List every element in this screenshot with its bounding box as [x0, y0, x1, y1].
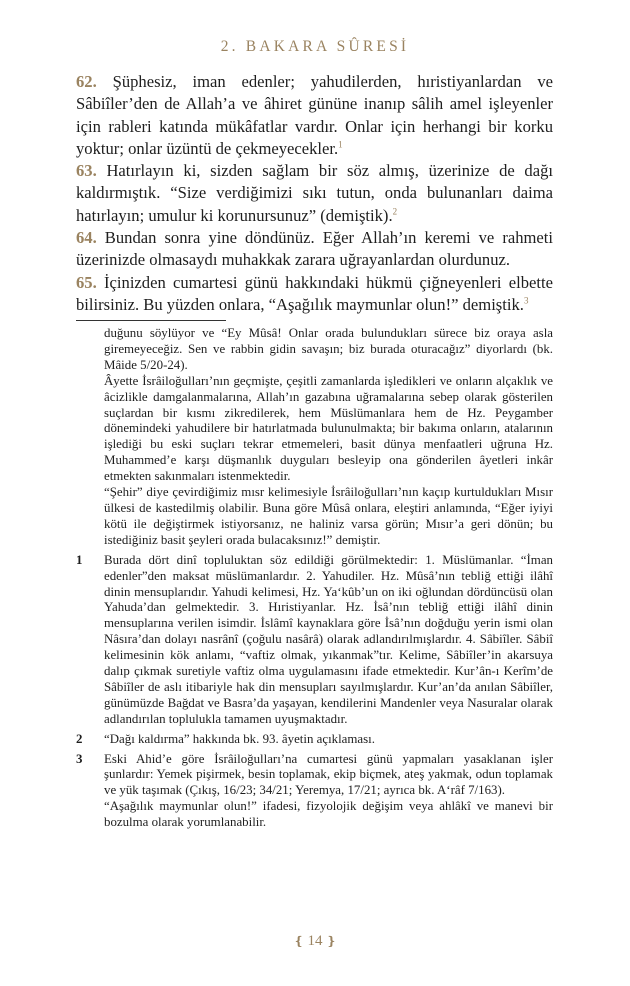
footnote-paragraph: duğunu söylüyor ve “Ey Mûsâ! Onlar orada bulundukları sürece biz oraya asla giremeyeceğiz. Sen ve rabbin gidin savaşın; biz burada oturacağız” diyorlardı (bk. Mâide 5/20-24). — [104, 326, 553, 372]
footnote-paragraph: “Dağı kaldırma” hakkında bk. 93. âyetin açıklaması. — [104, 731, 375, 746]
verse-63 — [76, 160, 553, 227]
footnote-continued — [76, 326, 553, 549]
verse-text: İçinizden cumartesi günü hakkındaki hükmü çiğneyenleri elbette bilirsiniz. Bu yüzden onlara, “Aşağılık maymunlar olun!” demiştik. — [76, 272, 553, 314]
page-number — [0, 933, 630, 950]
footnote-number: 1 — [76, 552, 83, 567]
verse-block — [76, 71, 553, 316]
verse-number: 65. — [76, 272, 97, 292]
footnote-number: 2 — [76, 731, 83, 746]
footnote-ref[interactable]: 3 — [523, 295, 529, 306]
footnote-3 — [76, 752, 553, 832]
ornament-left-icon: ❴ — [293, 934, 304, 948]
verse-text: Hatırlayın ki, sizden sağlam bir söz almış, üzerinize de dağı kaldırmıştık. “Size verdiğimizi sıkı tutun, onda bulunanları daima hatırlayın; umulur ki korunursunuz” (demiştik). — [76, 161, 553, 225]
verse-number: 64. — [76, 228, 97, 248]
verse-text: Bundan sonra yine döndünüz. Eğer Allah’ın keremi ve rahmeti üzerinizde olmasaydı muhakkak zarara uğrayanlardan olurdunuz. — [76, 228, 553, 270]
footnote-paragraph: Eski Ahid’e göre İsrâiloğulları’na cumartesi günü yapmaları yasaklanan işler şunlardır: Yemek pişirmek, besin toplamak, ekip biçmek, ateş yakmak, odun toplamak ve yük taşımak (Çıkış, 16/23; 34/21; Yeremya, 17/21; ayrıca bk. A‘râf 7/163). — [104, 751, 553, 798]
verse-text: Şüphesiz, iman edenler; yahudilerden, hıristiyanlardan ve Sâbiîler’den de Allah’a ve âhiret gününe inanıp sâlih amel işleyenler için rableri katında mükâfatlar vardır. Onlar için herhangi bir korku yoktur; onlar üzüntü de çekmeyecekler. — [76, 72, 554, 158]
verse-64 — [76, 227, 553, 272]
footnote-ref[interactable]: 1 — [338, 139, 343, 150]
footnote-paragraph: “Aşağılık maymunlar olun!” ifadesi, fizyolojik değişim veya ahlâkî ve manevi bir bozulma olarak yorumlanabilir. — [104, 799, 553, 830]
footnotes — [76, 326, 553, 831]
footnote-paragraph: Burada dört dinî topluluktan söz edildiği görülmektedir: 1. Müslümanlar. “İman edenler”den maksat müslümanlardır. 2. Yahudiler. Hz. Mûsâ’nın tebliğ ettiği ilâhî dinin mensuplarıdır. Yahudi kelimesi, Hz. Ya‘kûb’un on iki oğlundan dördüncüsü olan Yahuda’dan gelmektedir. 3. Hıristiyanlar. Hz. İsâ’nın tebliğ ettiği ilâhî dinin mensuplarına verilen isimdir. İslâmî kaynaklara göre İsâ’nın doğduğu yerin ismi olan Nâsıra’dan dolayı nasrânî (çoğulu nasârâ) olarak adlandırılmışlardır. 4. Sâbiîler. Sâbiî kelimesinin kök anlamı, “vaftiz olmak, yıkanmak”tır. Kelime, Sâbiîler’in akarsuya dalıp çıkmak suretiyle vaftiz olma uygulamasını ifade etmektedir. Kur’ân-ı Kerîm’de Sâbiîler de aslı itibariyle hak din mensupları sayılmışlardır. Kur’an’da anılan Sâbiîler, günümüzde Bağdat ve Basra’da yaşayan, kendilerini Mandenler veya Nasuralar olarak adlandırılan toplulukla tamamen uyuşmaktadır. — [104, 552, 553, 726]
footnote-paragraph: “Şehir” diye çevirdiğimiz mısr kelimesiyle İsrâiloğulları’nın kaçıp kurtuldukları Mısır ülkesi de kastedilmiş olabilir. Buna göre Mûsâ onlara, eleştiri anlamında, “Eğer iyiyi kötü ile değiştirmek istiyorsanız, ne haliniz varsa görün; Mısır’a geri dönün; bu istediğiniz basit şeyleri orada bulacaksınız!” demiştir. — [104, 485, 553, 547]
footnote-2 — [76, 732, 553, 748]
verse-65 — [76, 272, 553, 317]
footnote-1 — [76, 553, 553, 728]
ornament-right-icon: ❵ — [326, 934, 337, 948]
footnote-separator — [76, 320, 226, 321]
verse-number: 63. — [76, 161, 97, 181]
footnote-ref[interactable]: 2 — [392, 206, 398, 217]
footnote-number: 3 — [76, 751, 83, 766]
running-header: 2. BAKARA SÛRESİ — [220, 38, 410, 55]
footnote-paragraph: Âyette İsrâiloğulları’nın geçmişte, çeşitli zamanlarda işledikleri ve onların alçaklık ve âcizlikle damgalanmalarına, Allah’ın gazabına uğramalarına sebep olarak gösterilen suçlardan bir kısmı zikredilerek, hem Müslümanlara hem de Hz. Peygamber dönemindeki yahudilere bir hatırlatmada bulunulmakta; bir bakıma onların, atalarının işlediği bu eski suçları tekrar etmemeleri, basit dünya menfaatleri uğruna Hz. Muhammed’e karşı düşmanlık duyguları besleyip ona gönderilen âyetleri inkâr etmekten sakınmaları istenmektedir. — [104, 373, 553, 484]
verse-number: 62. — [76, 72, 97, 91]
verse-62 — [76, 71, 553, 160]
page-number-value: 14 — [307, 933, 323, 949]
